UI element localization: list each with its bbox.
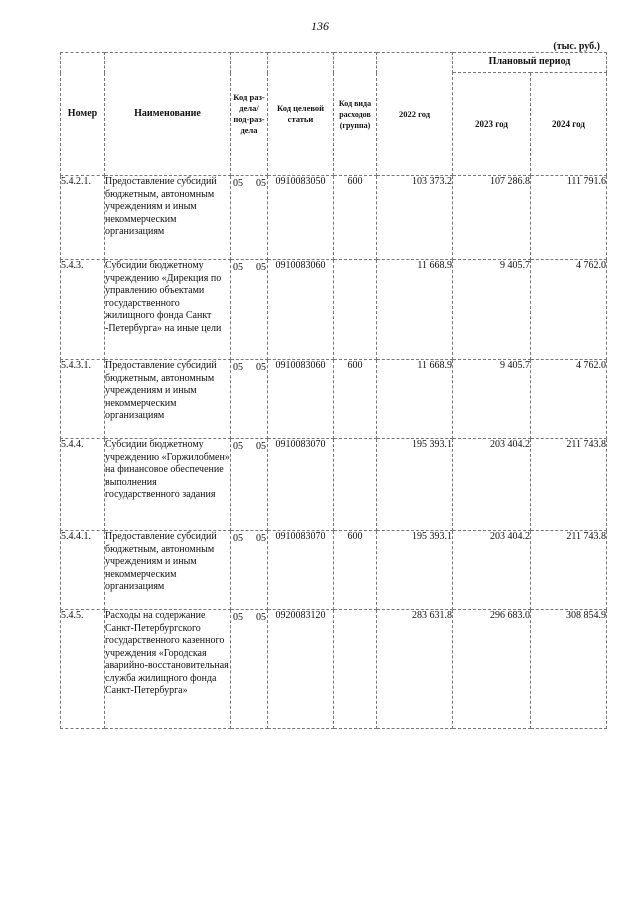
row-section-code bbox=[231, 439, 268, 531]
row-expense-type bbox=[334, 260, 377, 360]
row-section-code bbox=[231, 176, 268, 260]
table-row bbox=[61, 360, 607, 439]
row-expense-type: 600 bbox=[334, 360, 377, 439]
row-amount-2022: 283 631.8 bbox=[377, 610, 453, 729]
header-target-code: Код целевой статьи bbox=[268, 53, 334, 176]
header-year-2024: 2024 год bbox=[531, 73, 607, 176]
section-code: 05 bbox=[233, 441, 243, 452]
row-section-code bbox=[231, 260, 268, 360]
page-number: 136 bbox=[311, 19, 329, 33]
header-planning-period: Плановый период bbox=[453, 53, 607, 73]
subsection-code: 05 bbox=[256, 533, 266, 544]
row-name: Расходы на содержание Санкт-Петербургского государственного казенного учреждения «Городская аварийно-восстановительная служба жилищного фонда Санкт-Петербурга» bbox=[105, 610, 231, 729]
row-number: 5.4.3. bbox=[61, 260, 105, 360]
header-year-2023: 2023 год bbox=[453, 73, 531, 176]
row-target-code: 0920083120 bbox=[268, 610, 334, 729]
section-code: 05 bbox=[233, 533, 243, 544]
row-number: 5.4.4.1. bbox=[61, 531, 105, 610]
header-expense-type: Код вида расходов (группа) bbox=[334, 53, 377, 176]
section-code: 05 bbox=[233, 178, 243, 189]
row-amount-2024: 4 762.0 bbox=[531, 260, 607, 360]
subsection-code: 05 bbox=[256, 441, 266, 452]
section-code: 05 bbox=[233, 612, 243, 623]
row-target-code: 0910083050 bbox=[268, 176, 334, 260]
row-amount-2023: 203 404.2 bbox=[453, 531, 531, 610]
row-amount-2024: 211 743.8 bbox=[531, 531, 607, 610]
row-number: 5.4.3.1. bbox=[61, 360, 105, 439]
row-target-code: 0910083070 bbox=[268, 439, 334, 531]
row-number: 5.4.4. bbox=[61, 439, 105, 531]
header-name: Наименование bbox=[105, 53, 231, 176]
subsection-code: 05 bbox=[256, 262, 266, 273]
row-target-code: 0910083060 bbox=[268, 360, 334, 439]
row-amount-2023: 296 683.0 bbox=[453, 610, 531, 729]
row-name: Субсидии бюджетному учреждению «Дирекция по управлению объектами государственного жилищного фонда Санкт -Петербурга» на иные цели bbox=[105, 260, 231, 360]
row-amount-2023: 9 405.7 bbox=[453, 360, 531, 439]
row-expense-type: 600 bbox=[334, 531, 377, 610]
subsection-code: 05 bbox=[256, 362, 266, 373]
header-number: Номер bbox=[61, 53, 105, 176]
units-label: (тыс. руб.) bbox=[553, 41, 600, 52]
row-amount-2024: 211 743.8 bbox=[531, 439, 607, 531]
row-amount-2024: 308 854.9 bbox=[531, 610, 607, 729]
row-amount-2022: 11 668.9 bbox=[377, 260, 453, 360]
row-amount-2024: 4 762.0 bbox=[531, 360, 607, 439]
row-amount-2023: 107 286.8 bbox=[453, 176, 531, 260]
header-year-2022: 2022 год bbox=[377, 53, 453, 176]
row-name: Предоставление субсидий бюджетным, автономным учреждениям и иным некоммерческим организациям bbox=[105, 176, 231, 260]
row-name: Субсидии бюджетному учреждению «Горжилобмен» на финансовое обеспечение выполнения государственного задания bbox=[105, 439, 231, 531]
table-row bbox=[61, 531, 607, 610]
table-row bbox=[61, 260, 607, 360]
row-target-code: 0910083060 bbox=[268, 260, 334, 360]
header-section-code: Код раз-дела/ под-раз-дела bbox=[231, 53, 268, 176]
row-section-code bbox=[231, 360, 268, 439]
row-amount-2022: 11 668.9 bbox=[377, 360, 453, 439]
table-row bbox=[61, 439, 607, 531]
row-expense-type bbox=[334, 610, 377, 729]
row-amount-2024: 111 791.6 bbox=[531, 176, 607, 260]
section-code: 05 bbox=[233, 262, 243, 273]
row-section-code bbox=[231, 610, 268, 729]
row-number: 5.4.5. bbox=[61, 610, 105, 729]
row-section-code bbox=[231, 531, 268, 610]
subsection-code: 05 bbox=[256, 178, 266, 189]
row-name: Предоставление субсидий бюджетным, автономным учреждениям и иным некоммерческим организациям bbox=[105, 360, 231, 439]
row-expense-type: 600 bbox=[334, 176, 377, 260]
row-amount-2022: 195 393.1 bbox=[377, 531, 453, 610]
row-expense-type bbox=[334, 439, 377, 531]
row-number: 5.4.2.1. bbox=[61, 176, 105, 260]
table-row bbox=[61, 610, 607, 729]
row-amount-2023: 9 405.7 bbox=[453, 260, 531, 360]
row-target-code: 0910083070 bbox=[268, 531, 334, 610]
row-amount-2022: 195 393.1 bbox=[377, 439, 453, 531]
row-amount-2022: 103 373.2 bbox=[377, 176, 453, 260]
row-amount-2023: 203 404.2 bbox=[453, 439, 531, 531]
budget-table bbox=[60, 52, 607, 729]
subsection-code: 05 bbox=[256, 612, 266, 623]
section-code: 05 bbox=[233, 362, 243, 373]
table-row bbox=[61, 176, 607, 260]
row-name: Предоставление субсидий бюджетным, автономным учреждениям и иным некоммерческим организациям bbox=[105, 531, 231, 610]
